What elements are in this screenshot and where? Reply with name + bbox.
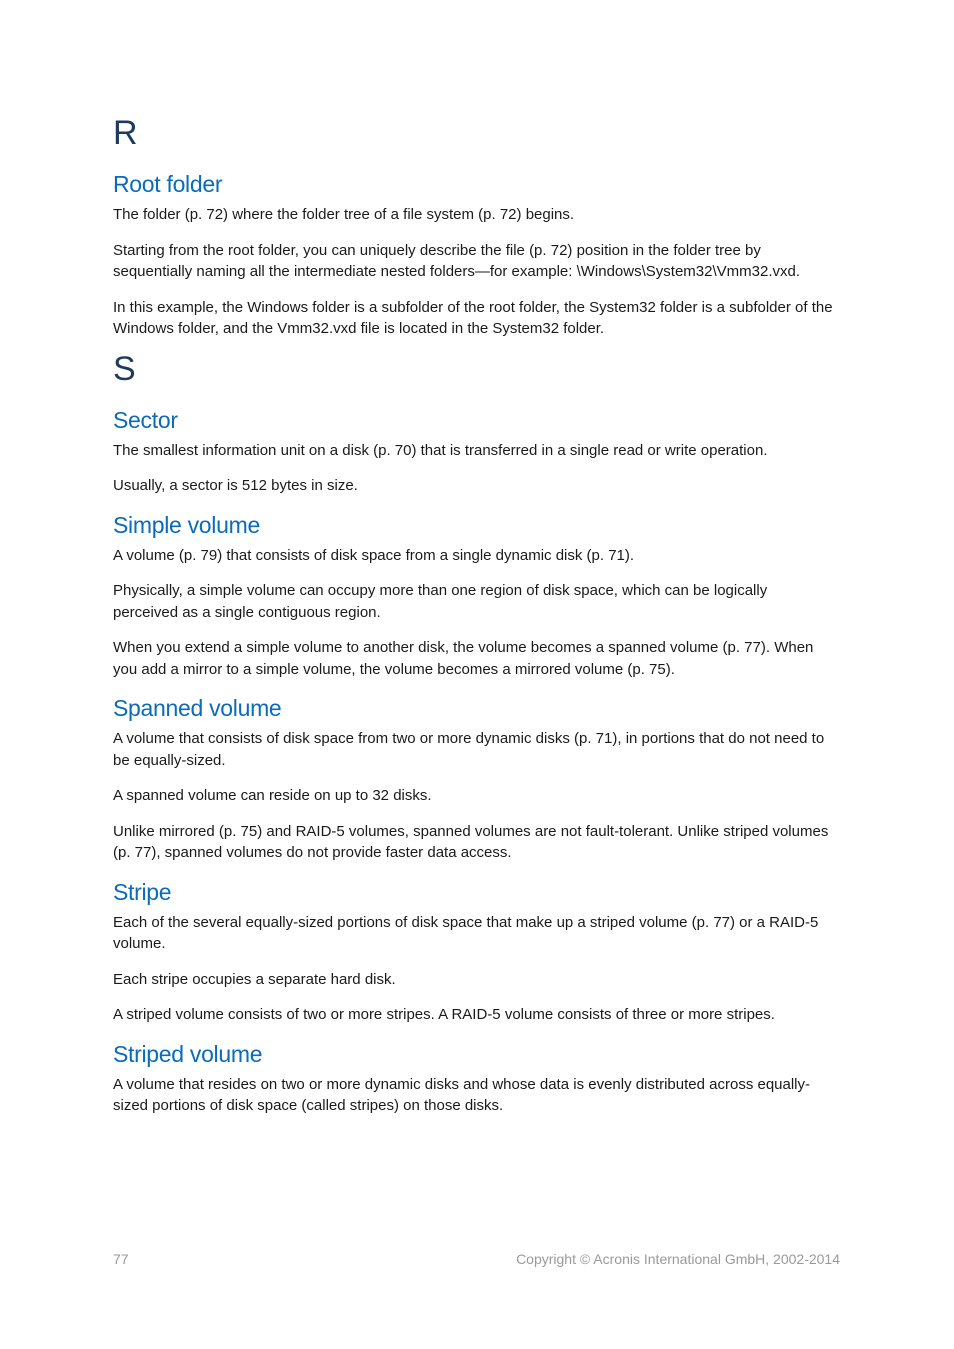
definition-paragraph: Starting from the root folder, you can uniquely describe the file (p. 72) position in the folder tree by sequentially naming all the intermediate nested folders—for example: \Windows\System32\Vmm32.vxd. bbox=[113, 241, 800, 280]
glossary-entry-simple-volume bbox=[113, 511, 833, 681]
glossary-entry-sector bbox=[113, 406, 833, 497]
definition-paragraph: Each of the several equally-sized portions of disk space that make up a striped volume (p. 77) or a RAID-5 volume. bbox=[113, 913, 819, 952]
definition-paragraph: Each stripe occupies a separate hard disk. bbox=[113, 970, 396, 988]
definition-paragraph: A spanned volume can reside on up to 32 disks. bbox=[113, 787, 432, 804]
copyright-notice: Copyright © Acronis International GmbH, 2002-2014 bbox=[516, 1251, 840, 1267]
section-letter: S bbox=[113, 349, 136, 388]
definition-paragraph: A volume (p. 79) that consists of disk space from a single dynamic disk (p. 71). bbox=[113, 546, 635, 564]
glossary-entry-spanned-volume bbox=[113, 694, 833, 864]
term-heading: Simple volume bbox=[113, 511, 260, 538]
definition-paragraph: In this example, the Windows folder is a subfolder of the root folder, the System32 folder is a subfolder of the Windows folder, and the Vmm32.vxd file is located in the System32 folder. bbox=[113, 298, 833, 337]
definition-paragraph: A striped volume consists of two or more stripes. A RAID-5 volume consists of three or more stripes. bbox=[113, 1006, 775, 1023]
term-heading: Striped volume bbox=[113, 1040, 263, 1067]
definition-paragraph: Usually, a sector is 512 bytes in size. bbox=[113, 477, 358, 494]
definition-paragraph: The folder (p. 72) where the folder tree of a file system (p. 72) begins. bbox=[113, 206, 575, 223]
section-letter: R bbox=[113, 114, 138, 152]
term-heading: Root folder bbox=[113, 171, 223, 197]
term-heading: Stripe bbox=[113, 878, 172, 905]
definition-paragraph: A volume that resides on two or more dynamic disks and whose data is evenly distributed across equally-sized portions of disk space (called stripes) on those disks. bbox=[113, 1075, 811, 1114]
glossary-entry-stripe bbox=[113, 878, 833, 1026]
definition-paragraph: Unlike mirrored (p. 75) and RAID-5 volumes, spanned volumes are not fault-tolerant. Unlike striped volumes (p. 77), spanned volumes do not provide faster data access. bbox=[113, 822, 829, 861]
glossary-entry-root-folder bbox=[113, 170, 833, 340]
definition-paragraph: Physically, a simple volume can occupy more than one region of disk space, which can be logically perceived as a single contiguous region. bbox=[113, 582, 768, 621]
glossary-entry-striped-volume bbox=[113, 1040, 833, 1117]
term-heading: Spanned volume bbox=[113, 695, 282, 721]
definition-paragraph: A volume that consists of disk space from two or more dynamic disks (p. 71), in portions that do not need to be equally-sized. bbox=[113, 730, 825, 769]
section-r bbox=[113, 110, 833, 340]
definition-paragraph: When you extend a simple volume to another disk, the volume becomes a spanned volume (p. 77). When you add a mirror to a simple volume, the volume becomes a mirrored volume (p. 75). bbox=[113, 639, 814, 678]
term-heading: Sector bbox=[113, 406, 178, 433]
section-s bbox=[113, 346, 833, 1117]
page-number: 77 bbox=[113, 1251, 129, 1267]
glossary-page bbox=[113, 110, 833, 1125]
definition-paragraph: The smallest information unit on a disk (p. 70) that is transferred in a single read or write operation. bbox=[113, 441, 768, 459]
